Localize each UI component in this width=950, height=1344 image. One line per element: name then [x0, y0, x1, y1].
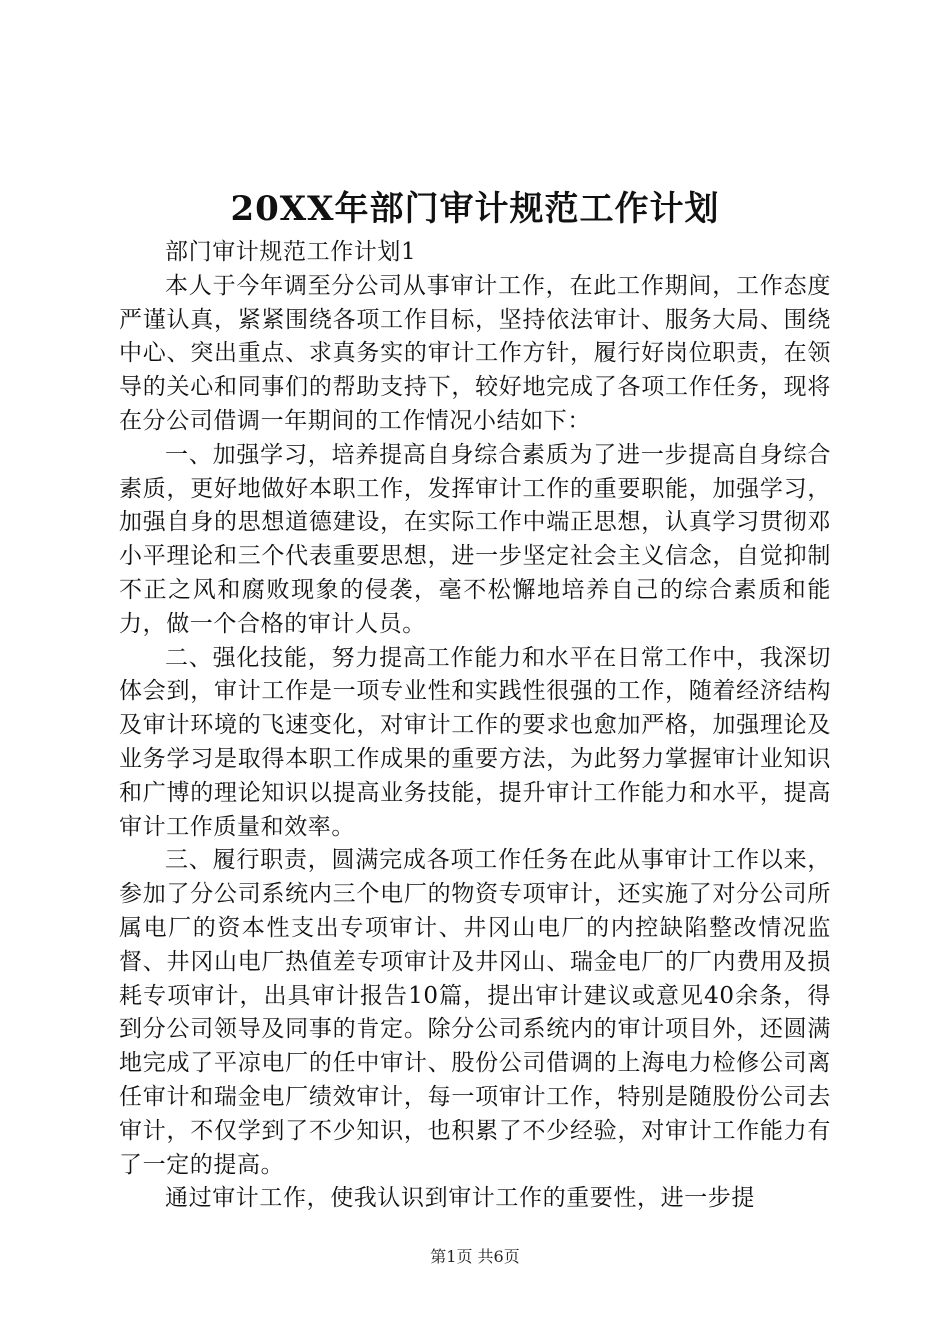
paragraph-section-3: 三、履行职责，圆满完成各项工作任务在此从事审计工作以来，参加了分公司系统内三个电厂的物资专项审计，还实施了对分公司所属电厂的资本性支出专项审计、井冈山电厂的内控缺陷整改情况监督、井冈山电厂热值差专项审计及井冈山、瑞金电厂的厂内费用及损耗专项审计，出具审计报告10篇，提出审计建议或意见40余条，得到分公司领导及同事的肯定。除分公司系统内的审计项目外，还圆满地完成了平凉电厂的任中审计、股份公司借调的上海电力检修公司离任审计和瑞金电厂绩效审计，每一项审计工作，特别是随股份公司去审计，不仅学到了不少知识，也积累了不少经验，对审计工作能力有了一定的提高。 — [119, 847, 831, 1178]
paragraph-intro: 本人于今年调至分公司从事审计工作，在此工作期间，工作态度严谨认真，紧紧围绕各项工作目标，坚持依法审计、服务大局、围绕中心、突出重点、求真务实的审计工作方针，履行好岗位职责，在领导的关心和同事们的帮助支持下，较好地完成了各项工作任务，现将在分公司借调一年期间的工作情况小结如下： — [119, 272, 831, 434]
paragraph-continuation: 通过审计工作，使我认识到审计工作的重要性，进一步提 — [165, 1185, 755, 1212]
page-number-footer: 第1页 共6页 — [430, 1247, 520, 1266]
document-body — [119, 236, 831, 1216]
paragraph-section-2: 二、强化技能，努力提高工作能力和水平在日常工作中，我深切体会到，审计工作是一项专业性和实践性很强的工作，随着经济结构及审计环境的飞速变化，对审计工作的要求也愈加严格，加强理论及业务学习是取得本职工作成果的重要方法，为此努力掌握审计业知识和广博的理论知识以提高业务技能，提升审计工作能力和水平，提高审计工作质量和效率。 — [119, 644, 831, 840]
section-heading: 部门审计规范工作计划1 — [165, 239, 417, 265]
document-title: 20XX年部门审计规范工作计划 — [230, 189, 720, 229]
paragraph-section-1: 一、加强学习，培养提高自身综合素质为了进一步提高自身综合素质，更好地做好本职工作，发挥审计工作的重要职能，加强学习，加强自身的思想道德建设，在实际工作中端正思想，认真学习贯彻邓小平理论和三个代表重要思想，进一步坚定社会主义信念，自觉抑制不正之风和腐败现象的侵袭，毫不松懈地培养自己的综合素质和能力，做一个合格的审计人员。 — [119, 441, 831, 637]
